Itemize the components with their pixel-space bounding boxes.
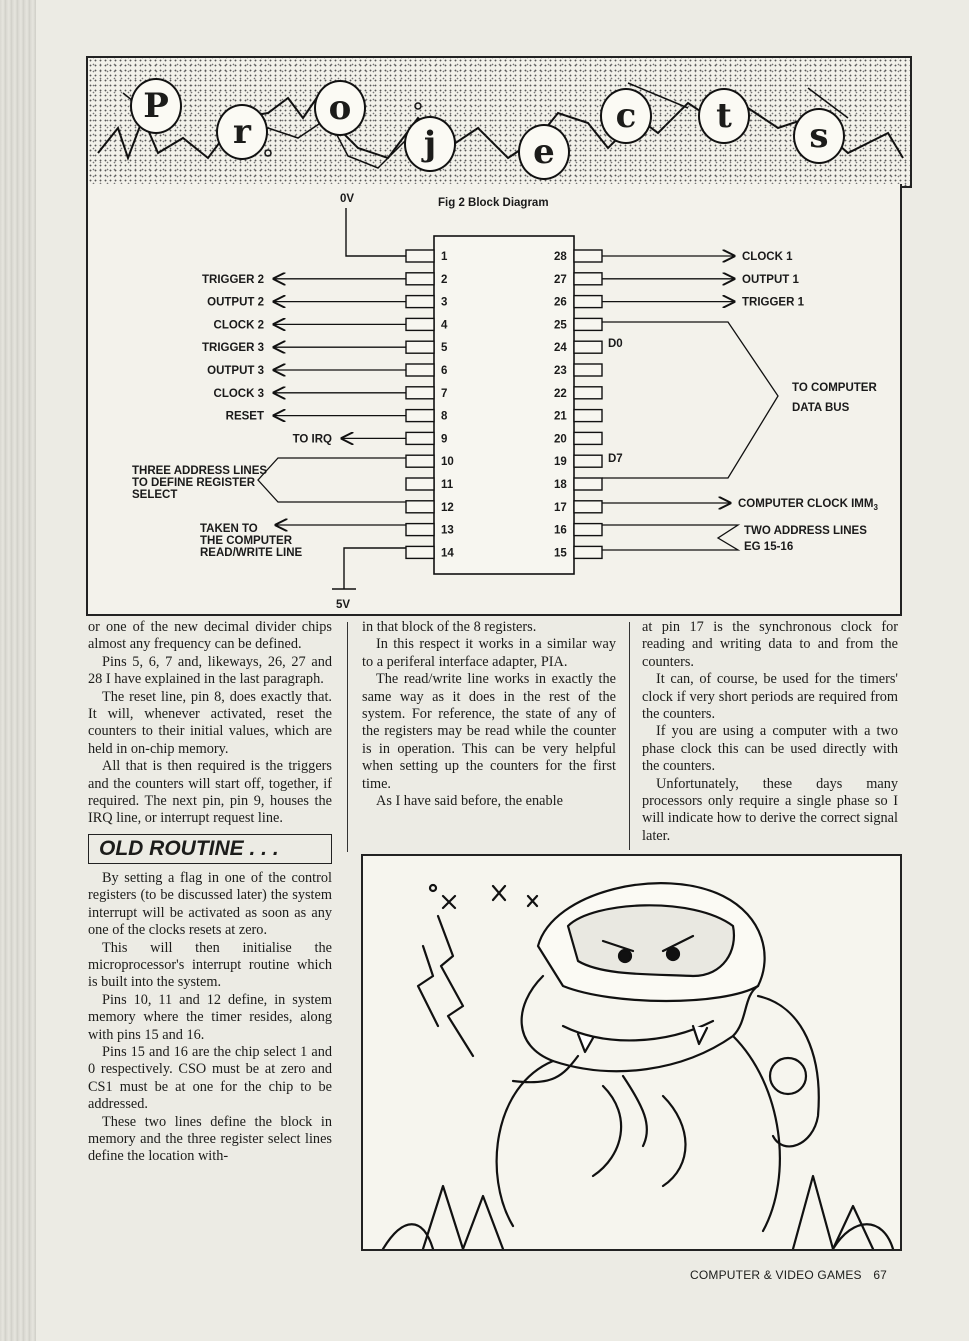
- banner-letter-c: c: [600, 88, 652, 144]
- footer-page-number: 67: [873, 1268, 888, 1282]
- supply-5v-line: [344, 548, 406, 589]
- address-lines-label-2: TO DEFINE REGISTER: [132, 477, 256, 489]
- supply-5v-label: 5V: [336, 599, 351, 611]
- right-pin-23: [574, 364, 602, 376]
- right-pin-number: 22: [554, 387, 567, 400]
- left-pin-9: [406, 432, 434, 444]
- right-pin-25: [574, 318, 602, 330]
- left-pin-5: [406, 341, 434, 353]
- rw-label-1: TAKEN TO: [200, 523, 258, 535]
- col1-para-7: Pins 10, 11 and 12 define, in system memory where the timer resides, along with pins 15 and 16.: [88, 991, 332, 1043]
- right-pin-number: 19: [554, 456, 567, 469]
- left-pin-10: [406, 455, 434, 467]
- address-lines-label-1: THREE ADDRESS LINES: [132, 465, 268, 477]
- right-pin-number: 25: [554, 319, 567, 332]
- right-pin-26: [574, 296, 602, 308]
- supply-0v-line: [346, 208, 406, 256]
- left-pin-3: [406, 296, 434, 308]
- left-pin-number: 12: [441, 501, 454, 514]
- left-pin-number: 7: [441, 387, 448, 400]
- rw-label-3: READ/WRITE LINE: [200, 547, 303, 559]
- article-column-2: [362, 619, 616, 810]
- two-address-lines-label-1: TWO ADDRESS LINES: [744, 525, 867, 537]
- col2-para-4: As I have said before, the enable: [376, 793, 563, 810]
- page-footer: [690, 1268, 887, 1282]
- left-pin-11: [406, 478, 434, 490]
- left-pin-8: [406, 410, 434, 422]
- databus-label-2: DATA BUS: [792, 402, 850, 414]
- right-pin-number: 24: [554, 342, 567, 355]
- col1-para-8: Pins 15 and 16 are the chip select 1 and 0 respectively. CSO must be at zero and CS1 must be at one for the chip to be addressed.: [88, 1043, 332, 1113]
- col1-para-4: All that is then required is the triggers and the counters will start off, together, if required. The next pin, pin 9, houses the IRQ line, or interrupt request line.: [88, 758, 332, 827]
- d7-label: D7: [608, 453, 623, 465]
- two-address-lines-label-2: EG 15-16: [744, 541, 794, 553]
- right-pin-24: [574, 341, 602, 353]
- col3-para-3: If you are using a computer with a two phase clock this can be used directly with the counters.: [642, 723, 898, 775]
- right-signal-label: CLOCK 1: [742, 251, 793, 263]
- banner-letter-s: s: [793, 108, 845, 164]
- right-signal-label: OUTPUT 1: [742, 273, 799, 286]
- col1-para-3: The reset line, pin 8, does exactly that. It will, whenever activated, reset the counters to their initial values, which are held in on-chip memory.: [88, 688, 332, 757]
- left-pin-number: 6: [441, 365, 448, 377]
- left-pin-6: [406, 364, 434, 376]
- col1-para-1: or one of the new decimal divider chips almost any frequency can be defined.: [88, 619, 332, 653]
- left-signal-label: CLOCK 2: [213, 319, 264, 332]
- col3-para-1: at pin 17 is the synchronous clock for reading and writing data to and from the counters.: [642, 619, 898, 670]
- column-rule-1: [347, 622, 348, 852]
- right-pin-number: 18: [554, 479, 567, 491]
- computer-clock-label: COMPUTER CLOCK $IMM_3$: [738, 498, 878, 512]
- left-pin-4: [406, 318, 434, 330]
- left-pin-number: 9: [441, 433, 448, 446]
- col2-para-1: in that block of the 8 registers.: [362, 619, 537, 635]
- databus-label-1: TO COMPUTER: [792, 382, 877, 394]
- left-pin-7: [406, 387, 434, 399]
- address-bracket-left: [258, 458, 406, 502]
- rw-label-2: THE COMPUTER: [200, 535, 292, 547]
- block-diagram-svg: [88, 184, 900, 614]
- left-pin-12: [406, 501, 434, 513]
- right-pin-16: [574, 524, 602, 536]
- banner-letter-r: r: [216, 104, 268, 160]
- column-rule-2: [629, 622, 630, 850]
- left-pin-number: 1: [441, 251, 448, 263]
- col1-para-2: Pins 5, 6, 7 and, likeways, 26, 27 and 28 I have explained in the last paragraph.: [88, 653, 332, 688]
- right-pin-number: 16: [554, 524, 567, 537]
- col1-para-9: These two lines define the block in memory and the three register select lines define the location with-: [88, 1113, 332, 1165]
- right-pin-number: 27: [554, 273, 567, 286]
- banner-zigzag-lines: [88, 58, 910, 186]
- left-signal-label: CLOCK 3: [213, 387, 264, 400]
- left-pin-1: [406, 250, 434, 262]
- left-pin-number: 10: [441, 456, 454, 469]
- right-pin-number: 15: [554, 547, 567, 560]
- right-pin-19: [574, 455, 602, 467]
- right-pin-28: [574, 250, 602, 262]
- banner-letter-o: o: [314, 80, 366, 136]
- left-signal-label: OUTPUT 2: [207, 296, 264, 309]
- projects-banner: [86, 56, 912, 188]
- left-pin-13: [406, 524, 434, 536]
- right-pin-number: 28: [554, 251, 567, 263]
- right-pin-number: 20: [554, 433, 567, 446]
- left-signal-label: TRIGGER 2: [202, 273, 264, 286]
- left-pin-number: 11: [441, 479, 454, 491]
- left-pin-number: 8: [441, 410, 448, 423]
- chip-body: [434, 236, 574, 574]
- subheading-old-routine: OLD ROUTINE . . .: [88, 834, 332, 864]
- col2-para-3: The read/write line works in exactly the same way as it does in the rest of the system. For reference, the state of any of the registers may be read while the counter is in operation. This can be very helpful when setting up the counters for the first time.: [362, 671, 616, 792]
- left-signal-label: RESET: [225, 410, 264, 423]
- diagram-title: Fig 2 Block Diagram: [438, 197, 549, 209]
- col3-para-2: It can, of course, be used for the timers' clock if very short periods are required from the counters.: [642, 671, 898, 723]
- right-pin-17: [574, 501, 602, 513]
- right-pin-18: [574, 478, 602, 490]
- left-pin-number: 4: [441, 319, 448, 332]
- right-pin-22: [574, 387, 602, 399]
- right-pin-20: [574, 432, 602, 444]
- col1-para-6: This will then initialise the microprocessor's interrupt routine which is built into the system.: [88, 939, 332, 991]
- left-signal-label: OUTPUT 3: [207, 365, 264, 377]
- col3-para-4: Unfortunately, these days many processors only require a single phase so I will indicate how to derive the correct signal later.: [642, 775, 898, 844]
- left-pin-number: 3: [441, 296, 448, 309]
- banner-letter-j: j: [404, 116, 456, 172]
- article-column-1: [88, 619, 332, 1166]
- supply-0v-label: 0V: [340, 193, 355, 205]
- right-pin-number: 21: [554, 410, 567, 423]
- banner-letter-t: t: [698, 88, 750, 144]
- page-gutter: [0, 0, 36, 1341]
- left-pin-number: 2: [441, 273, 448, 286]
- right-signal-label: TRIGGER 1: [742, 296, 804, 309]
- left-pin-number: 5: [441, 342, 448, 355]
- address-bracket-right: [602, 525, 738, 550]
- left-pin-number: 13: [441, 524, 454, 537]
- footer-publication: COMPUTER & VIDEO GAMES: [690, 1268, 862, 1282]
- col2-para-2: In this respect it works in a similar way to a periferal interface adapter, PIA.: [362, 636, 616, 670]
- block-diagram: [86, 184, 902, 616]
- right-pin-number: 23: [554, 365, 567, 377]
- right-pin-27: [574, 273, 602, 285]
- right-pin-21: [574, 410, 602, 422]
- left-signal-label: TRIGGER 3: [202, 342, 264, 355]
- col1-para-5: By setting a flag in one of the control registers (to be discussed later) the system interrupt will be activated as soon as any one of the clocks resets at zero.: [88, 869, 332, 939]
- banner-letter-e: e: [518, 124, 570, 180]
- right-pin-number: 26: [554, 296, 567, 309]
- left-pin-14: [406, 546, 434, 558]
- cartoon-illustration: [361, 854, 902, 1251]
- banner-letter-p: P: [130, 78, 182, 134]
- left-signal-label: TO IRQ: [292, 433, 332, 446]
- address-lines-label-3: SELECT: [132, 489, 178, 501]
- left-pin-2: [406, 273, 434, 285]
- d0-label: D0: [608, 338, 623, 350]
- article-column-3: [642, 619, 898, 845]
- cartoon-creature-drawing: [363, 856, 900, 1249]
- databus-bracket: [602, 322, 778, 478]
- left-pin-number: 14: [441, 547, 454, 560]
- right-pin-15: [574, 546, 602, 558]
- right-pin-number: 17: [554, 501, 567, 514]
